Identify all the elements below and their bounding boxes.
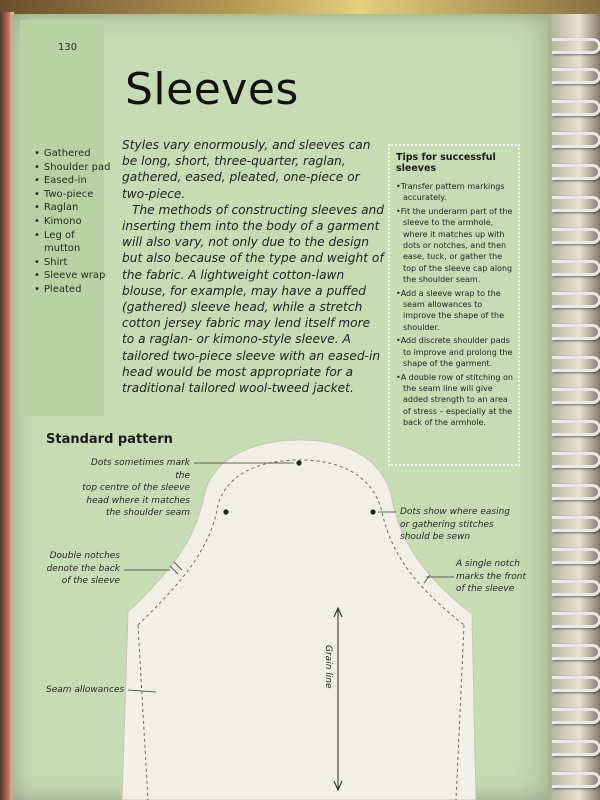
- easing-dot: [223, 509, 228, 514]
- double-notch-label: Double notches denote the back of the sleeve: [46, 551, 120, 586]
- intro-paragraph: The methods of constructing sleeves and inserting them into the body of a garment will also vary, not only due to the design but also because of the type and weight of the fabric. A lightweight cotton-lawn blouse, for example, may have a puffed (gathered) sleeve head, while a stretch cotton jersey fabric may lend itself more to a raglan- or kimono-style sleeve. A tailored two-piece sleeve with an eased-in head would be most appropriate for a traditional tailored wool-tweed jacket.: [122, 202, 384, 396]
- page-title: Sleeves: [125, 64, 299, 115]
- tip-item: • Add discrete shoulder pads to improve and prolong the shape of the garment.: [396, 335, 514, 369]
- list-item: • Raglan: [34, 201, 110, 215]
- list-item: • Eased-in: [34, 174, 110, 188]
- easing-dots-label: Dots show where easing or gathering stitches should be sewn: [400, 507, 510, 542]
- list-item: • Gathered: [34, 147, 110, 161]
- seam-allowances-label: Seam allowances: [46, 685, 125, 695]
- tip-item: • Add a sleeve wrap to the seam allowances to improve the shape of the shoulder.: [396, 288, 514, 334]
- list-item: • Sleeve wrap: [34, 269, 110, 283]
- easing-dot: [370, 509, 375, 514]
- page-number: 130: [58, 42, 78, 53]
- top-centre-dot: [296, 460, 301, 465]
- list-item: mutton: [44, 243, 81, 255]
- intro-paragraph: Styles vary enormously, and sleeves can be long, short, three-quarter, raglan, gathered, eased, pleated, one-piece or two-piece.: [122, 138, 371, 201]
- tip-item: • Transfer pattern markings accurately.: [396, 181, 514, 204]
- tip-item: • A double row of stitching on the seam line will give added strength to an area of stress – especially at the back of the armhole.: [396, 372, 514, 429]
- single-notch-label: A single notch marks the front of the sleeve: [456, 559, 526, 594]
- tips-title: Tips for successful sleeves: [396, 152, 496, 174]
- top-dots-label: Dots sometimes mark the top centre of the sleeve head where it matches the shoulder seam: [82, 458, 190, 518]
- list-item: • Pleated: [34, 283, 110, 297]
- list-item: • Shoulder pad: [34, 161, 110, 175]
- list-item: • Kimono: [34, 215, 110, 229]
- list-item: • Leg of: [34, 229, 110, 243]
- list-item: • Two-piece: [34, 188, 110, 202]
- grain-line-label: Grain line: [323, 645, 333, 689]
- diagram-title: Standard pattern: [46, 432, 173, 447]
- list-item: • Shirt: [34, 256, 110, 270]
- tip-item: • Fit the underarm part of the sleeve to the armhole, where it matches up with dots or notches, and then ease, tuck, or gather the top of the sleeve cap along the shoulder seam.: [396, 206, 514, 286]
